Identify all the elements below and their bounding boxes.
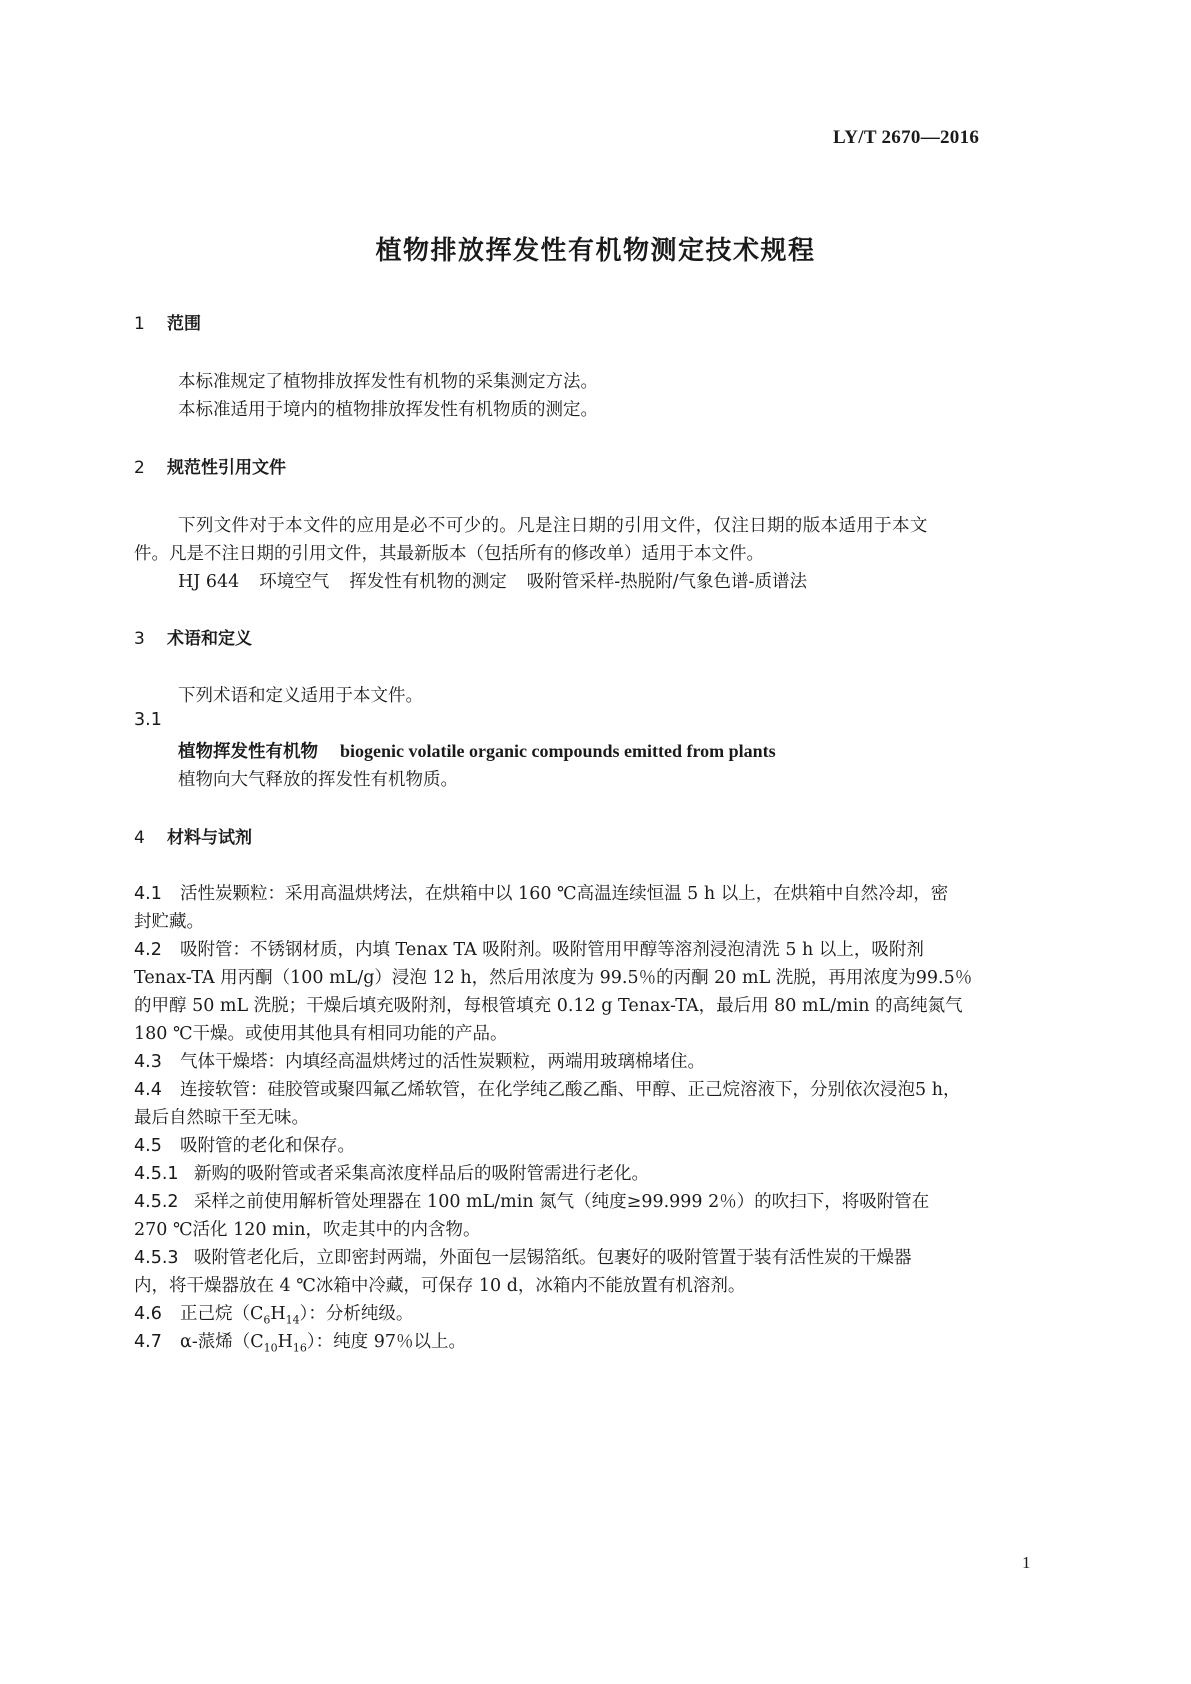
reference-title-part: 环境空气 <box>259 572 330 592</box>
clause-4-2: 4.2 吸附管：不锈钢材质，内填 Tenax TA 吸附剂。吸附管用甲醇等溶剂浸泡清洗 5 h 以上，吸附剂 <box>134 940 924 960</box>
term-definition: 植物向大气释放的挥发性有机物质。 <box>178 770 458 790</box>
term-chinese: 植物挥发性有机物 <box>178 742 318 762</box>
paragraph: 本标准适用于境内的植物排放挥发性有机物质的测定。 <box>178 400 598 420</box>
clause-number: 4.3 <box>134 1052 162 1072</box>
reference-code: HJ 644 <box>178 572 240 592</box>
section-4-heading <box>134 823 252 848</box>
section-number: 2 <box>134 458 145 478</box>
clause-4-5-1: 4.5.1 新购的吸附管或者采集高浓度样品后的吸附管需进行老化。 <box>134 1164 649 1184</box>
clause-continuation: Tenax-TA 用丙酮（100 mL/g）浸泡 12 h，然后用浓度为 99.5％的丙酮 20 mL 洗脱，再用浓度为99.5％ <box>134 968 973 988</box>
clause-number: 4.4 <box>134 1080 162 1100</box>
term-entry <box>178 738 776 763</box>
clause-continuation: 270 ℃活化 120 min，吹走其中的内含物。 <box>134 1220 481 1240</box>
clause-number: 4.6 <box>134 1304 162 1324</box>
paragraph: 本标准规定了植物排放挥发性有机物的采集测定方法。 <box>178 372 598 392</box>
clause-number: 4.5 <box>134 1136 162 1156</box>
clause-4-5-2: 4.5.2 采样之前使用解析管处理器在 100 mL/min 氮气（纯度≥99.999 2％）的吹扫下，将吸附管在 <box>134 1192 930 1212</box>
term-number: 3.1 <box>134 710 162 730</box>
clause-continuation: 的甲醇 50 mL 洗脱；干燥后填充吸附剂，每根管填充 0.12 g Tenax-TA，最后用 80 mL/min 的高纯氮气 <box>134 996 963 1016</box>
term-english: biogenic volatile organic compounds emitted from plants <box>340 741 776 761</box>
clause-number: 4.2 <box>134 940 162 960</box>
clause-4-4: 4.4 连接软管：硅胶管或聚四氟乙烯软管，在化学纯乙酸乙酯、甲醇、正己烷溶液下，分别依次浸泡5 h， <box>134 1080 961 1100</box>
clause-continuation: 封贮藏。 <box>134 912 204 932</box>
section-number: 1 <box>134 314 145 334</box>
normative-reference <box>178 568 807 593</box>
standard-code: LY/T 2670—2016 <box>833 127 980 148</box>
page-number: 1 <box>1022 1553 1031 1572</box>
clause-number: 4.1 <box>134 884 162 904</box>
section-title: 范围 <box>167 314 201 334</box>
reference-title-part: 挥发性有机物的测定 <box>349 572 507 592</box>
section-1-heading <box>134 309 201 334</box>
clause-number: 4.5.1 <box>134 1164 179 1184</box>
clause-4-5: 4.5 吸附管的老化和保存。 <box>134 1136 355 1156</box>
section-title: 术语和定义 <box>167 629 252 649</box>
section-title: 材料与试剂 <box>167 828 252 848</box>
document-title: 植物排放挥发性有机物测定技术规程 <box>375 236 816 266</box>
clause-number: 4.5.2 <box>134 1192 179 1212</box>
section-number: 3 <box>134 629 145 649</box>
section-3-heading <box>134 624 252 649</box>
clause-4-5-3: 4.5.3 吸附管老化后，立即密封两端，外面包一层锡箔纸。包裹好的吸附管置于装有活性炭的干燥器 <box>134 1248 912 1268</box>
clause-continuation: 180 ℃干燥。或使用其他具有相同功能的产品。 <box>134 1024 508 1044</box>
section-title: 规范性引用文件 <box>167 458 286 478</box>
clause-4-1: 4.1 活性炭颗粒：采用高温烘烤法，在烘箱中以 160 ℃高温连续恒温 5 h 以上，在烘箱中自然冷却，密 <box>134 884 949 904</box>
clause-4-3: 4.3 气体干燥塔：内填经高温烘烤过的活性炭颗粒，两端用玻璃棉堵住。 <box>134 1052 705 1072</box>
clause-4-6: 4.6 正己烷$(C_6H_{14})$：分析纯级。 <box>134 1304 414 1327</box>
section-number: 4 <box>134 828 145 848</box>
clause-number: 4.5.3 <box>134 1248 179 1268</box>
clause-number: 4.7 <box>134 1332 162 1352</box>
paragraph: 下列文件对于本文件的应用是必不可少的。凡是注日期的引用文件，仅注日期的版本适用于本文 <box>178 516 928 536</box>
reference-title-part: 吸附管采样-热脱附/气象色谱-质谱法 <box>526 572 807 592</box>
clause-4-7: 4.7 α-蒎烯$(C_{10}H_{16})$：纯度 97％以上。 <box>134 1332 466 1355</box>
paragraph: 下列术语和定义适用于本文件。 <box>178 686 423 706</box>
paragraph-continuation: 件。凡是不注日期的引用文件，其最新版本（包括所有的修改单）适用于本文件。 <box>134 544 764 564</box>
clause-continuation: 最后自然晾干至无味。 <box>134 1108 309 1128</box>
clause-continuation: 内，将干燥器放在 4 ℃冰箱中冷藏，可保存 10 d，冰箱内不能放置有机溶剂。 <box>134 1276 746 1296</box>
section-2-heading <box>134 453 286 478</box>
